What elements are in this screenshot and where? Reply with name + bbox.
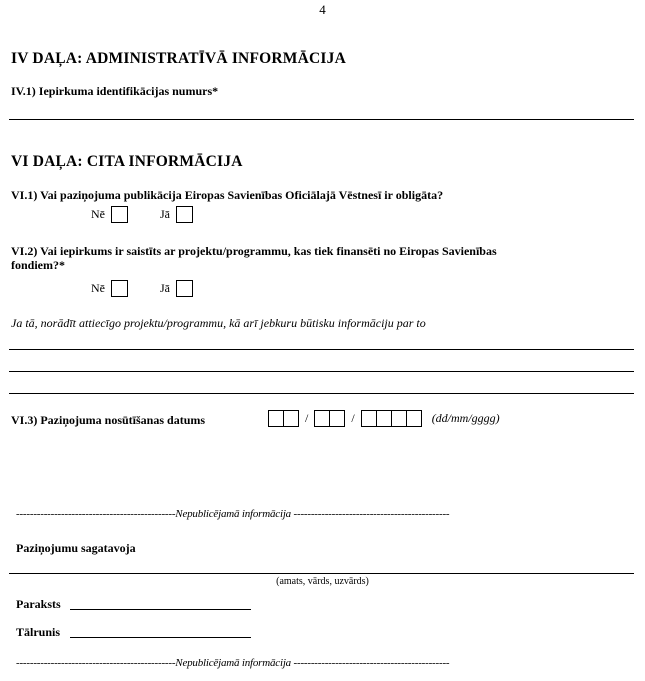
question-vi-3: VI.3) Paziņojuma nosūtīšanas datums	[11, 413, 206, 427]
signature-line[interactable]	[70, 609, 251, 610]
section-iv-title: IV DAĻA: ADMINISTRATĪVĀ INFORMĀCIJA	[11, 50, 346, 67]
vi1-yes-label: Jā	[160, 207, 170, 221]
date-format-hint: (dd/mm/gggg)	[431, 411, 500, 425]
project-info-line-3[interactable]	[9, 393, 634, 394]
date-year-digit[interactable]	[391, 410, 407, 427]
date-year-digit[interactable]	[376, 410, 392, 427]
project-info-line-2[interactable]	[9, 371, 634, 372]
prepared-by-hint: (amats, vārds, uzvārds)	[276, 576, 369, 587]
phone-line[interactable]	[70, 637, 251, 638]
question-vi-2-line2: fondiem?*	[11, 258, 65, 272]
date-year-digit[interactable]	[361, 410, 377, 427]
id-number-line[interactable]	[9, 119, 634, 120]
date-month-digit[interactable]	[314, 410, 330, 427]
question-vi-2-line1: VI.2) Vai iepirkums ir saistīts ar projektu/programmu, kas tiek finansēti no Eiropas Savienības	[11, 244, 497, 258]
vi1-no-label: Nē	[91, 207, 105, 221]
nonpublic-divider-bottom: ----------------------------------------------Nepublicējamā informācija ---------------------------------------------	[16, 657, 450, 669]
vi1-no-option	[91, 206, 128, 223]
vi1-yes-checkbox[interactable]	[176, 206, 193, 223]
page-number: 4	[319, 2, 326, 17]
phone-label: Tālrunis	[16, 625, 61, 639]
date-separator: /	[351, 411, 355, 425]
vi2-no-label: Nē	[91, 281, 105, 295]
signature-label: Paraksts	[16, 597, 61, 611]
prepared-by-line[interactable]	[9, 573, 634, 574]
vi1-no-checkbox[interactable]	[111, 206, 128, 223]
if-yes-note: Ja tā, norādīt attiecīgo projektu/programmu, kā arī jebkuru būtisku informāciju par to	[11, 316, 426, 330]
question-iv-1: IV.1) Iepirkuma identifikācijas numurs*	[11, 84, 219, 98]
date-month-digit[interactable]	[329, 410, 345, 427]
question-vi-1: VI.1) Vai paziņojuma publikācija Eiropas Savienības Oficiālajā Vēstnesī ir obligāta?	[11, 188, 444, 202]
date-day-digit[interactable]	[283, 410, 299, 427]
date-month-boxes[interactable]	[314, 410, 345, 427]
vi2-no-option	[91, 280, 128, 297]
date-field	[268, 410, 500, 427]
vi2-yes-label: Jā	[160, 281, 170, 295]
date-separator: /	[305, 411, 309, 425]
date-day-boxes[interactable]	[268, 410, 299, 427]
vi1-yes-option	[160, 206, 193, 223]
date-day-digit[interactable]	[268, 410, 284, 427]
vi1-options	[91, 205, 193, 223]
vi2-yes-checkbox[interactable]	[176, 280, 193, 297]
vi2-yes-option	[160, 280, 193, 297]
nonpublic-divider-top: ----------------------------------------------Nepublicējamā informācija ---------------------------------------------	[16, 508, 450, 520]
project-info-line-1[interactable]	[9, 349, 634, 350]
date-year-boxes[interactable]	[361, 410, 422, 427]
prepared-by-label: Paziņojumu sagatavoja	[16, 541, 136, 555]
vi2-options	[91, 279, 193, 297]
date-year-digit[interactable]	[406, 410, 422, 427]
vi2-no-checkbox[interactable]	[111, 280, 128, 297]
section-vi-title: VI DAĻA: CITA INFORMĀCIJA	[11, 153, 243, 170]
